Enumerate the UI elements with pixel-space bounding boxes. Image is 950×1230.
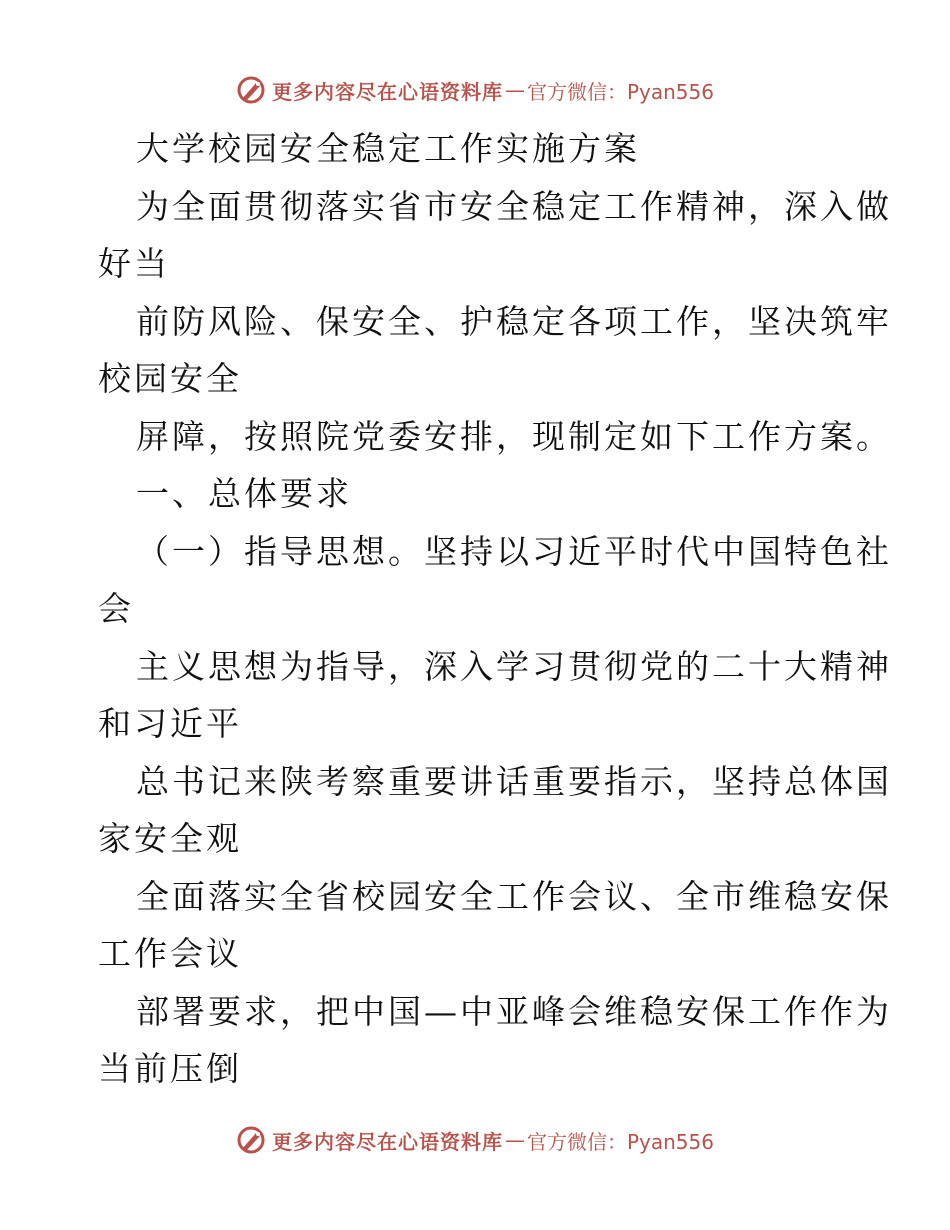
text-line: 校园安全 bbox=[98, 359, 242, 398]
pen-logo-icon bbox=[236, 1125, 266, 1155]
document-body bbox=[98, 120, 892, 1098]
banner-separator: — bbox=[504, 78, 525, 102]
banner-site-text: 更多内容尽在心语资料库 bbox=[271, 79, 503, 104]
banner-wechat-text: 官方微信：Pyan556 bbox=[526, 79, 714, 104]
text-line: 总书记来陕考察重要讲话重要指示，坚持总体国 bbox=[136, 761, 892, 801]
text-line: 部署要求，把中国—中亚峰会维稳安保工作作为 bbox=[136, 991, 892, 1031]
text-line: 为全面贯彻落实省市安全稳定工作精神，深入做 bbox=[136, 186, 892, 226]
text-line: 主义思想为指导，深入学习贯彻党的二十大精神 bbox=[136, 646, 892, 686]
document-title: 大学校园安全稳定工作实施方案 bbox=[136, 129, 640, 168]
banner-wechat-text: 官方微信：Pyan556 bbox=[526, 1129, 714, 1154]
text-line: 全面落实全省校园安全工作会议、全市维稳安保 bbox=[136, 876, 892, 916]
section-heading: 一、总体要求 bbox=[136, 474, 352, 513]
text-line: 工作会议 bbox=[98, 934, 242, 973]
header-watermark-banner bbox=[0, 70, 950, 110]
text-line: 前防风险、保安全、护稳定各项工作，坚决筑牢 bbox=[136, 301, 892, 341]
banner-site-text: 更多内容尽在心语资料库 bbox=[271, 1129, 503, 1154]
text-line: 会 bbox=[98, 589, 134, 628]
text-line: 屏障，按照院党委安排，现制定如下工作方案。 bbox=[136, 416, 892, 456]
text-line: 和习近平 bbox=[98, 704, 242, 743]
footer-watermark-banner bbox=[0, 1120, 950, 1160]
text-line: 家安全观 bbox=[98, 819, 242, 858]
text-line: （一）指导思想。坚持以习近平时代中国特色社 bbox=[136, 531, 892, 571]
text-line: 当前压倒 bbox=[98, 1049, 242, 1088]
banner-separator: — bbox=[504, 1128, 525, 1152]
text-line: 好当 bbox=[98, 244, 170, 283]
pen-logo-icon bbox=[236, 75, 266, 105]
